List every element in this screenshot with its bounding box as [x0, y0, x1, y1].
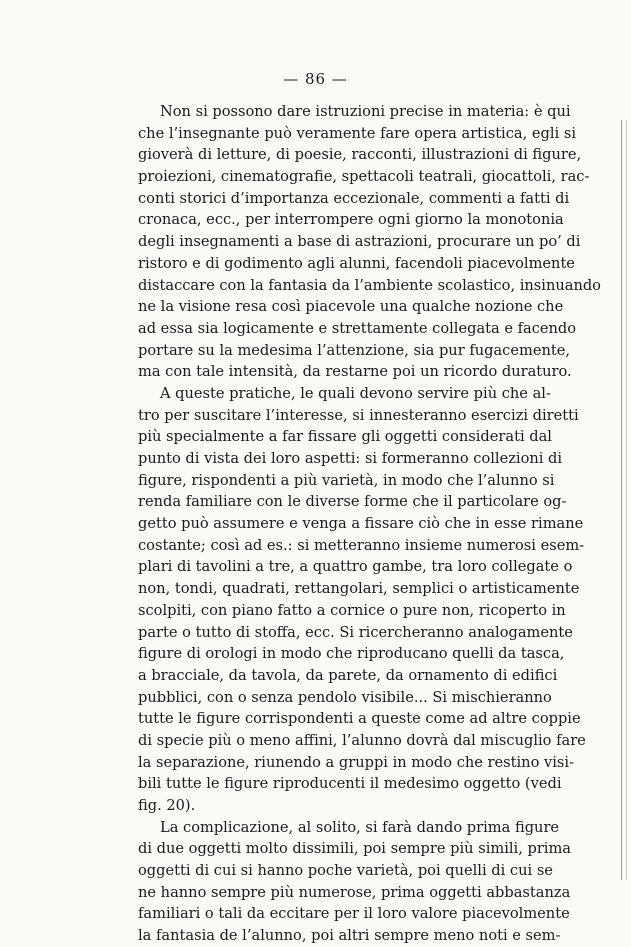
- text-line: pubblici, con o senza pendolo visibile... Si mischieranno: [138, 688, 552, 706]
- text-line: Non si possono dare istruzioni precise in materia: è qui: [160, 103, 571, 120]
- page-edge-shadow: [626, 120, 627, 880]
- text-line: plari di tavolini a tre, a quattro gambe, tra loro collegate o: [138, 558, 573, 576]
- text-line: familiari o tali da eccitare per il loro valore piacevolmente: [138, 905, 570, 923]
- text-line: la separazione, riunendo a gruppi in modo che restino visi-: [138, 753, 575, 771]
- text-line: degli insegnamenti a base di astrazioni, procurare un po’ di: [138, 233, 581, 251]
- text-line: più specialmente a far fissare gli oggetti considerati dal: [138, 428, 552, 446]
- text-line: distaccare con la fantasia da l’ambiente scolastico, insinuando: [138, 276, 601, 294]
- text-line: parte o tutto di stoffa, ecc. Si ricercheranno analogamente: [138, 623, 573, 641]
- text-body: [138, 101, 601, 947]
- text-line: ristoro e di godimento agli alunni, facendoli piacevolmente: [138, 254, 575, 272]
- text-line: la fantasia de l’alunno, poi altri sempre meno noti e sem-: [138, 927, 561, 945]
- paragraph-2: [138, 383, 586, 817]
- paragraph-3: [138, 817, 572, 947]
- text-line: fig. 20).: [138, 797, 196, 814]
- text-line: di specie più o meno affini, l’alunno dovrà dal miscuglio fare: [138, 731, 586, 749]
- page-number: — 86 —: [283, 70, 348, 88]
- text-line: conti storici d’importanza eccezionale, commenti a fatti di: [138, 189, 570, 207]
- text-line: La complicazione, al solito, si farà dando prima figure: [160, 818, 560, 836]
- text-line: renda familiare con le diverse forme che il particolare og-: [138, 493, 567, 511]
- text-line: figure di orologi in modo che riproducano quelli da tasca,: [138, 645, 565, 663]
- text-line: ad essa sia logicamente e strettamente collegata e facendo: [138, 319, 577, 337]
- text-line: cronaca, ecc., per interrompere ogni giorno la monotonia: [138, 211, 564, 229]
- text-line: non, tondi, quadrati, rettangolari, semplici o artisticamente: [138, 580, 580, 598]
- text-line: ma con tale intensità, da restarne poi un ricordo duraturo.: [138, 363, 572, 381]
- text-line: ne hanno sempre più numerose, prima oggetti abbastanza: [138, 883, 571, 901]
- text-line: gioverà di letture, di poesie, racconti, illustrazioni di figure,: [138, 146, 582, 164]
- text-line: che l’insegnante può veramente fare opera artistica, egli si: [138, 124, 576, 142]
- text-line: getto può assumere e venga a fissare ciò che in esse rimane: [138, 515, 584, 533]
- text-line: proiezioni, cinematografie, spettacoli teatrali, giocattoli, rac-: [138, 168, 590, 186]
- paragraph-1: [138, 101, 601, 383]
- text-line: A queste pratiche, le quali devono servire più che al-: [160, 384, 551, 402]
- text-line: portare su la medesima l’attenzione, sia pur fugacemente,: [138, 341, 570, 359]
- text-line: bili tutte le figure riproducenti il medesimo oggetto (vedi: [138, 775, 562, 793]
- text-line: di due oggetti molto dissimili, poi sempre più simili, prima: [138, 840, 572, 858]
- text-line: a bracciale, da tavola, da parete, da ornamento di edifici: [138, 666, 558, 684]
- page-edge-shadow: [621, 120, 622, 880]
- text-line: ne la visione resa così piacevole una qualche nozione che: [138, 298, 564, 316]
- text-line: punto di vista dei loro aspetti: si formeranno collezioni di: [138, 450, 563, 467]
- text-line: tro per suscitare l’interesse, si innesteranno esercizi diretti: [138, 406, 579, 424]
- text-line: tutte le figure corrispondenti a queste come ad altre coppie: [138, 710, 581, 728]
- text-line: figure, rispondenti a più varietà, in modo che l’alunno si: [138, 471, 555, 489]
- text-line: oggetti di cui si hanno poche varietà, poi quelli di cui se: [138, 862, 553, 880]
- text-line: scolpiti, con piano fatto a cornice o pure non, ricoperto in: [138, 601, 566, 619]
- text-line: costante; così ad es.: si metteranno insieme numerosi esem-: [138, 536, 585, 554]
